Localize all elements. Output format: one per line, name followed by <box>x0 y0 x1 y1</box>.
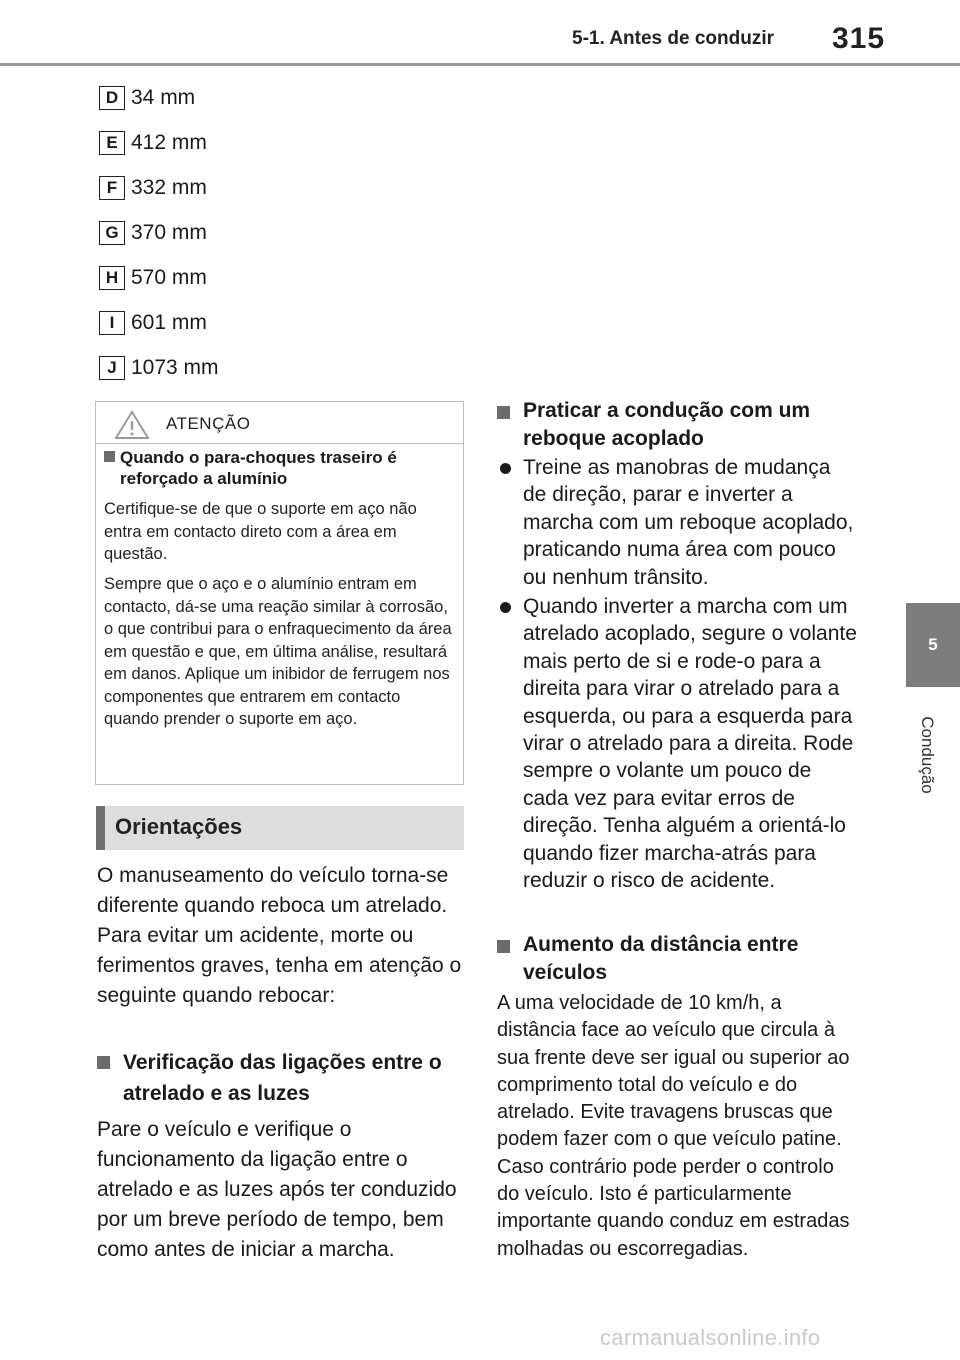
bullet-text: Quando inverter a marcha com um atrelado acoplado, segure o volante mais perto de si e rode-o para a direita para virar o atrelado para a esquerda, ou para a esquerda para virar o atrelado para a direita. Rode sempre o volante um pouco de cada vez para evitar erros de direção. Tenha alguém a orientá-lo quando fizer marcha-atrás para reduzir o risco de acidente. <box>523 595 857 893</box>
section-heading-box <box>96 806 464 850</box>
subsection-heading-text: Verificação das ligações entre o atrelado e as luzes <box>123 1051 442 1105</box>
warning-triangle-icon <box>114 410 150 440</box>
measurement-value: 34 mm <box>131 86 196 109</box>
measurement-item <box>99 176 207 200</box>
measurement-value: 601 mm <box>131 311 207 334</box>
warning-paragraph: Certifique-se de que o suporte em aço não entra em contacto direto com a área em questão. <box>104 500 417 563</box>
warning-subheading <box>104 447 454 489</box>
measurement-item <box>99 86 195 110</box>
measurement-letter: I <box>99 311 125 335</box>
header-divider <box>0 63 960 66</box>
measurement-letter: D <box>99 86 125 110</box>
measurement-item <box>99 266 207 290</box>
measurement-letter: H <box>99 266 125 290</box>
section-title: 5-1. Antes de conduzir <box>572 28 774 49</box>
measurement-letter: F <box>99 176 125 200</box>
chapter-label: Condução <box>918 716 937 794</box>
subsection-heading-text: Aumento da distância entre veículos <box>523 933 799 984</box>
warning-header <box>96 402 463 444</box>
round-bullet-icon <box>500 463 511 474</box>
bullet-item <box>497 593 857 894</box>
measurement-letter: J <box>99 356 125 380</box>
measurement-value: 1073 mm <box>131 356 219 379</box>
measurement-item <box>99 221 207 245</box>
measurement-value: 332 mm <box>131 176 207 199</box>
warning-title: ATENÇÃO <box>166 414 251 433</box>
subsection-paragraph: A uma velocidade de 10 km/h, a distância face ao veículo que circula à sua frente deve ser igual ou superior ao comprimento total do veículo e do atrelado. Evite travagens bruscas que podem fazer com o que veículo patine. Caso contrário pode perder o controlo do veículo. Isto é particularmente importante quando conduz em estradas molhadas ou escorregadias. <box>497 992 850 1260</box>
square-bullet-icon <box>497 940 510 953</box>
measurement-value: 412 mm <box>131 131 207 154</box>
chapter-label-container <box>910 700 944 810</box>
subsection-heading <box>497 397 857 453</box>
chapter-tab <box>906 603 960 687</box>
square-bullet-icon <box>97 1056 110 1069</box>
subsection-heading <box>497 931 857 987</box>
chapter-number: 5 <box>928 635 938 654</box>
measurement-value: 570 mm <box>131 266 207 289</box>
subsection-heading <box>97 1047 467 1109</box>
subsection-paragraph: Pare o veículo e verifique o funcionamento da ligação entre o atrelado e as luzes após ter conduzido por um breve período de tempo, bem como antes de iniciar a marcha. <box>97 1118 457 1261</box>
warning-subheading-text: Quando o para-choques traseiro é reforçado a alumínio <box>120 448 397 488</box>
measurement-item <box>99 356 219 380</box>
square-bullet-icon <box>104 451 115 462</box>
measurement-value: 370 mm <box>131 221 207 244</box>
measurement-letter: E <box>99 131 125 155</box>
warning-box <box>95 401 464 785</box>
bullet-text: Treine as manobras de mudança de direção, parar e inverter a marcha com um reboque acoplado, praticando numa área com pouco ou nenhum trânsito. <box>523 456 854 589</box>
measurement-item <box>99 311 207 335</box>
page-number: 315 <box>832 22 886 55</box>
section-heading: Orientações <box>115 814 243 839</box>
watermark: carmanualsonline.info <box>600 1325 821 1350</box>
intro-paragraph: O manuseamento do veículo torna-se diferente quando reboca um atrelado. Para evitar um acidente, morte ou ferimentos graves, tenha em atenção o seguinte quando rebocar: <box>97 864 462 1007</box>
round-bullet-icon <box>500 602 511 613</box>
measurement-letter: G <box>99 221 125 245</box>
warning-paragraph: Sempre que o aço e o alumínio entram em contacto, dá-se uma reação similar à corrosão, o que contribui para o enfraquecimento da área em questão e que, em última análise, resultará em danos. Aplique um inibidor de ferrugem nos componentes que entrarem em contacto quando prender o suporte em aço. <box>104 575 452 728</box>
bullet-item <box>497 454 857 591</box>
square-bullet-icon <box>497 406 510 419</box>
subsection-heading-text: Praticar a condução com um reboque acoplado <box>523 399 811 450</box>
measurement-item <box>99 131 207 155</box>
